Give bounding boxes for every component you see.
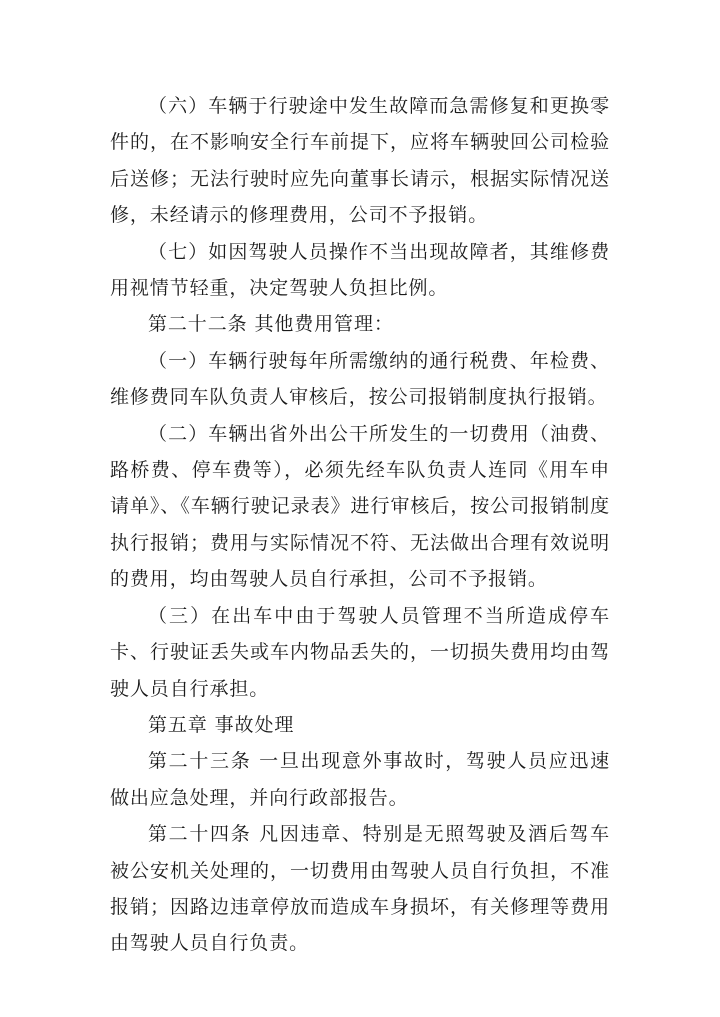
paragraph-item-2-trip-expenses: （二）车辆出省外出公干所发生的一切费用（油费、路桥费、停车费等），必须先经车队负责人连同《用车申请单》、《车辆行驶记录表》进行审核后，按公司报销制度执行报销；费用与实际情况不符、无法做出合理有效说明的费用，均由驾驶人员自行承担，公司不予报销。 [110, 422, 610, 591]
article-22-heading: 第二十二条 其他费用管理： [148, 313, 394, 336]
document-body [110, 88, 610, 962]
article-23-paragraph: 第二十三条 一旦出现意外事故时，驾驶人员应迅速做出应急处理，并向行政部报告。 [110, 750, 610, 809]
article-24-paragraph: 第二十四条 凡因违章、特别是无照驾驶及酒后驾车被公安机关处理的，一切费用由驾驶人员自行负担，不准报销；因路边违章停放而造成车身损坏，有关修理等费用由驾驶人员自行负责。 [110, 823, 610, 955]
paragraph-item-6-breakdown-repair: （六）车辆于行驶途中发生故障而急需修复和更换零件的，在不影响安全行车前提下，应将车辆驶回公司检验后送修；无法行驶时应先向董事长请示，根据实际情况送修，未经请示的修理费用，公司不予报销。 [110, 95, 610, 227]
chapter-5-heading: 第五章 事故处理 [148, 713, 295, 736]
paragraph-item-7-operator-fault: （七）如因驾驶人员操作不当出现故障者，其维修费用视情节轻重，决定驾驶人负担比例。 [110, 240, 610, 300]
paragraph-item-1-annual-fees: （一）车辆行驶每年所需缴纳的通行税费、年检费、维修费同车队负责人审核后，按公司报销制度执行报销。 [110, 349, 610, 409]
paragraph-item-3-lost-items: （三）在出车中由于驾驶人员管理不当所造成停车卡、行驶证丢失或车内物品丢失的，一切损失费用均由驾驶人员自行承担。 [110, 604, 610, 700]
